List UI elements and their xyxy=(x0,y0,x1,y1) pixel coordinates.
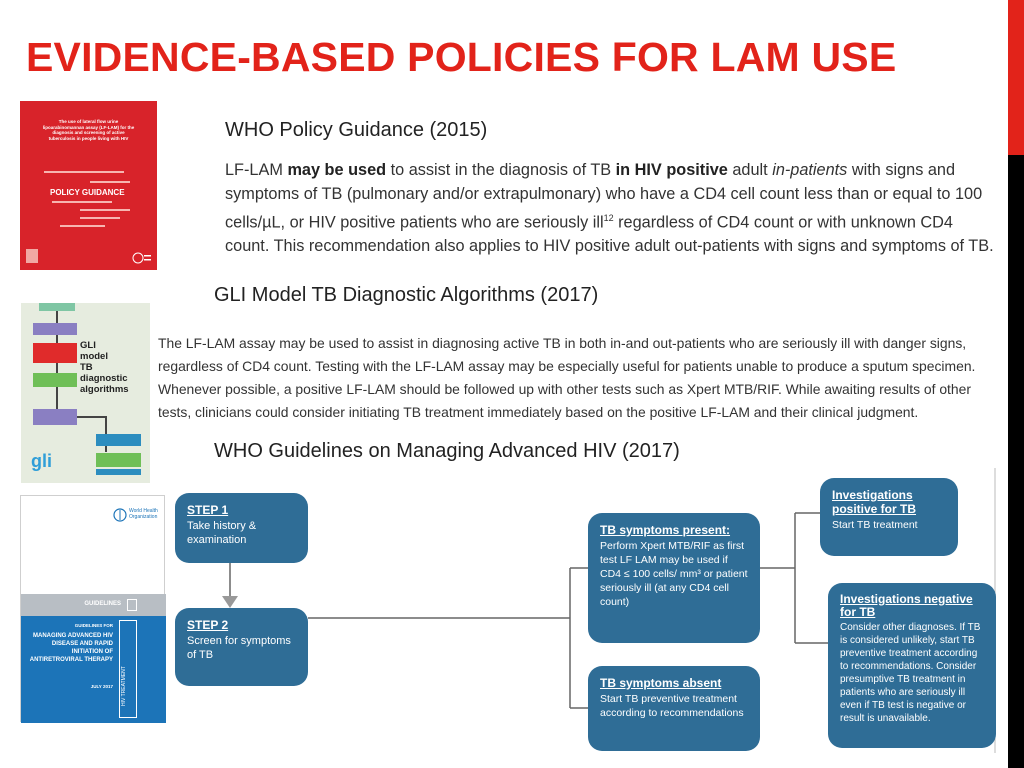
cover-main-title: MANAGING ADVANCED HIV DISEASE AND RAPID INITIATION OF ANTIRETROVIRAL THERAPY xyxy=(29,633,113,663)
gli-cover-title: GLI model TB diagnostic algorithms xyxy=(80,340,129,395)
cover-policy-guidance-label: POLICY GUIDANCE xyxy=(50,188,125,197)
cover-date: JULY 2017 xyxy=(90,684,113,689)
cover-badge xyxy=(26,249,38,263)
step2-box: STEP 2 Screen for symptoms of TB xyxy=(175,608,308,686)
who-2015-heading: WHO Policy Guidance (2015) xyxy=(225,119,488,141)
who-logo-icon xyxy=(113,508,127,522)
advanced-hiv-flowchart xyxy=(170,468,1000,758)
cover-small-text: The use of lateral flow urine lipoarabinomannan assay (LF-LAM) for the diagnosis and screening of active tuberculosis in people living with HIV xyxy=(42,119,135,141)
cover-small-label: GUIDELINES FOR xyxy=(74,623,113,628)
investigations-negative-box: Investigations negative for TB Consider other diagnoses. If TB is considered unlikely, start TB preventive treatment according to recommendations. Consider presumptive TB treatment in patients who are seriously ill even if TB test is negative or result is unavailable. xyxy=(828,583,996,748)
who-policy-guidance-cover xyxy=(20,101,157,270)
tb-symptoms-present-box: TB symptoms present: Perform Xpert MTB/RIF as first test LF LAM may be used if CD4 ≤ 100 cells/ mm³ or patient seriously ill (at any CD4 cell count) xyxy=(588,513,760,643)
gli-logo: gli xyxy=(31,451,52,471)
who-2015-quote: LF-LAM may be used to assist in the diagnosis of TB in HIV positive adult in-patients with signs and symptoms of TB (pulmonary and/or extrapulmonary) who have a CD4 cell count less than or equal to 100 cells/µL, or HIV positive patients who are seriously ill$^{12}$ regardless of CD4 count or with unknown CD4 count. This recommendation also applies to HIV positive adult out-patients with signs and symptoms of TB. xyxy=(225,161,994,256)
who-logo-icon xyxy=(132,251,152,265)
who-2017-heading: WHO Guidelines on Managing Advanced HIV (2017) xyxy=(214,440,680,462)
step1-box: STEP 1 Take history & examination xyxy=(175,493,308,563)
cover-side-label xyxy=(121,692,127,706)
cover-band-label: GUIDELINES xyxy=(84,601,121,607)
gli-algorithms-cover xyxy=(21,303,150,483)
slide-title: EVIDENCE-BASED POLICIES FOR LAM USE xyxy=(26,34,897,80)
right-accent-bar-black xyxy=(1008,155,1024,768)
gli-2017-heading: GLI Model TB Diagnostic Algorithms (2017) xyxy=(214,284,599,306)
who-org-name: World Health Organization xyxy=(129,508,158,520)
right-accent-bar-red xyxy=(1008,0,1024,155)
investigations-positive-box: Investigations positive for TB Start TB treatment xyxy=(820,478,958,556)
gli-2017-quote: The LF-LAM assay may be used to assist in diagnosing active TB in both in-and out-patients who are seriously ill with danger signs, regardless of CD4 count. Testing with the LF-LAM assay may be especially useful for patients unable to produce a sputum specimen. Whenever possible, a positive LF-LAM should be followed up with other tests such as Xpert MTB/RIF. While awaiting results of other tests, clinicians could consider initiating TB treatment immediately based on the positive LF-LAM and their clinical judgment. xyxy=(158,335,976,420)
cover-document-icon xyxy=(127,599,137,611)
who-advanced-hiv-cover xyxy=(20,495,165,722)
tb-symptoms-absent-box: TB symptoms absent Start TB preventive treatment according to recommendations xyxy=(588,666,760,751)
